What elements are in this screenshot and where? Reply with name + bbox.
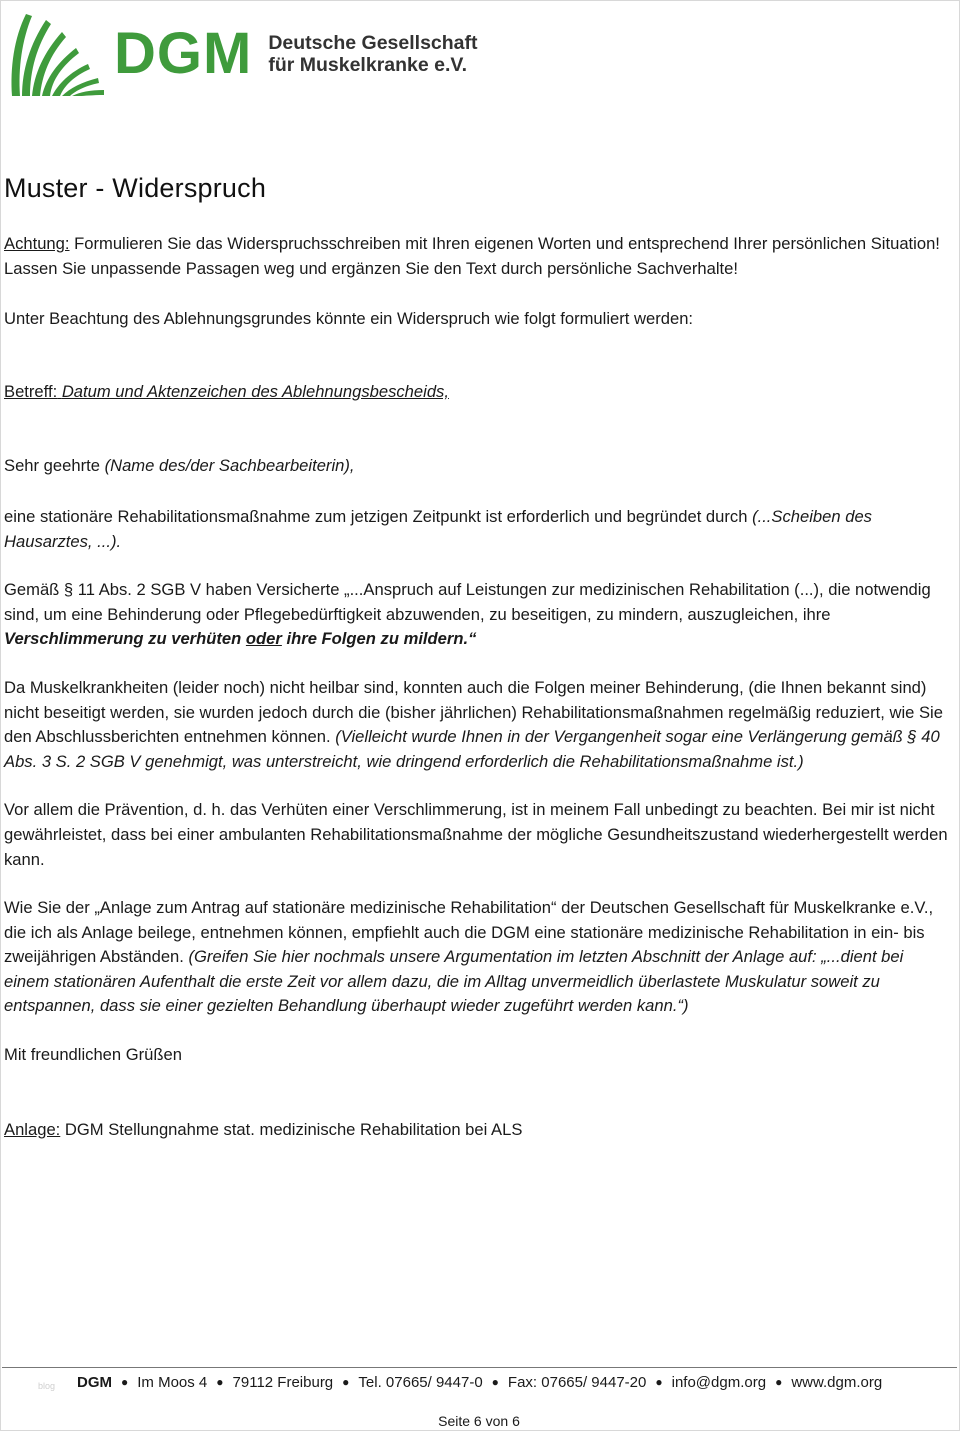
- letter-body: [4, 168, 950, 1142]
- dgm-fan-logo-icon: [4, 8, 108, 100]
- page-title: Muster - Widerspruch: [4, 173, 267, 203]
- paragraph-5: Wie Sie der „Anlage zum Antrag auf stationäre medizinische Rehabilitation“ der Deutschen Gesellschaft für Muskelkranke e.V., die ich als Anlage beilege, entnehmen können, empfiehlt auch die DGM eine stationäre medizinische Rehabilitation in ein- bis zweijährigen Abständen. (Greifen Sie hier nochmals unsere Argumentation im letzten Abschnitt der Anlage auf: „...dient bei einem stationären Aufenthalt die erste Zeit vor allem dazu, die im Alltag unvermeidlich überlastete Muskulatur soweit zu entspannen, dass sie einer gezielten Behandlung überhaupt wieder zugeführt werden kann.“): [4, 898, 934, 1016]
- subject-text: Datum und Aktenzeichen des Ablehnungsbescheids,: [61, 381, 449, 401]
- closing: Mit freundlichen Grüßen: [4, 1045, 183, 1065]
- bullet-icon: ●: [216, 1375, 224, 1389]
- footer-email[interactable]: info@dgm.org: [671, 1374, 767, 1391]
- dgm-logo: [4, 8, 478, 100]
- logo-org-name: [268, 32, 477, 76]
- logo-line-2: für Muskelkranke e.V.: [268, 54, 468, 76]
- attention-text: Formulieren Sie das Widerspruchsschreiben mit Ihren eigenen Worten und entsprechend Ihrer persönlichen Situation! Lassen Sie unpassende Passagen weg und ergänzen Sie den Text durch persönliche Sachverhalte!: [4, 234, 940, 278]
- paragraph-3: Da Muskelkrankheiten (leider noch) nicht heilbar sind, konnten auch die Folgen meiner Behinderung, (die Ihnen bekannt sind) nicht beseitigt werden, sie wurden jedoch durch die (bisher jährlichen) Rehabilitationsmaßnahmen regelmäßig reduziert, wie Sie den Abschlussberichten entnehmen können. (Vielleicht wurde Ihnen in der Vergangenheit sogar eine Verlängerung gemäß § 40 Abs. 3 S. 2 SGB V genehmigt, was unterstreicht, wie dringend erforderlich die Rehabilitationsmaßnahme ist.): [4, 677, 943, 771]
- bullet-icon: ●: [491, 1375, 499, 1389]
- logo-line-1: Deutsche Gesellschaft: [268, 32, 478, 54]
- footer-address: Im Moos 4: [137, 1374, 208, 1391]
- footer-org: DGM: [77, 1374, 112, 1391]
- intro-paragraph: Unter Beachtung des Ablehnungsgrundes könnte ein Widerspruch wie folgt formuliert werden:: [4, 309, 694, 329]
- footer-fax: Fax: 07665/ 9447-20: [507, 1374, 647, 1391]
- bullet-icon: ●: [121, 1375, 129, 1389]
- page-number: Seite 6 von 6: [438, 1413, 520, 1429]
- attachment-label: Anlage:: [4, 1119, 61, 1139]
- attachment-line: [4, 1118, 950, 1143]
- paragraph-4: Vor allem die Prävention, d. h. das Verhüten einer Verschlimmerung, ist in meinem Fall unbedingt zu beachten. Bei mir ist nicht gewährleistet, dass bei einer ambulanten Rehabilitationsmaßnahme der mögliche Gesundheitszustand wiederhergestellt werden kann.: [4, 800, 948, 869]
- greeting-placeholder: (Name des/der Sachbearbeiterin),: [104, 456, 355, 476]
- footer-divider: [2, 1367, 957, 1368]
- bullet-icon: ●: [342, 1375, 350, 1389]
- footer-contact: [77, 1374, 882, 1391]
- footer-watermark: blog: [38, 1381, 56, 1391]
- paragraph-2: Gemäß § 11 Abs. 2 SGB V haben Versicherte „...Anspruch auf Leistungen zur medizinischen Rehabilitation (...), die notwendig sind, um eine Behinderung oder Pflegebedürftigkeit abzuwenden, zu beseitigen, zu mindern, auszugleichen, ihre Verschlimmerung zu verhüten oder ihre Folgen zu mildern.“: [4, 580, 931, 649]
- attachment-text: DGM Stellungnahme stat. medizinische Rehabilitation bei ALS: [60, 1119, 523, 1139]
- attention-label: Achtung:: [4, 234, 70, 253]
- bullet-icon: ●: [655, 1375, 663, 1389]
- footer-city: 79112 Freiburg: [232, 1374, 334, 1391]
- bullet-icon: ●: [775, 1375, 783, 1389]
- logo-acronym: DGM: [114, 21, 253, 86]
- greeting-text: Sehr geehrte: [4, 456, 105, 476]
- footer-web[interactable]: www.dgm.org: [791, 1374, 883, 1391]
- subject-label: Betreff:: [4, 381, 58, 401]
- footer-tel: Tel. 07665/ 9447-0: [358, 1374, 483, 1391]
- subject-line: [4, 380, 950, 405]
- greeting: [4, 454, 950, 479]
- attention-paragraph: [4, 232, 950, 281]
- paragraph-1: eine stationäre Rehabilitationsmaßnahme zum jetzigen Zeitpunkt ist erforderlich und begründet durch (...Scheiben des Hausarztes, ...).: [4, 506, 872, 551]
